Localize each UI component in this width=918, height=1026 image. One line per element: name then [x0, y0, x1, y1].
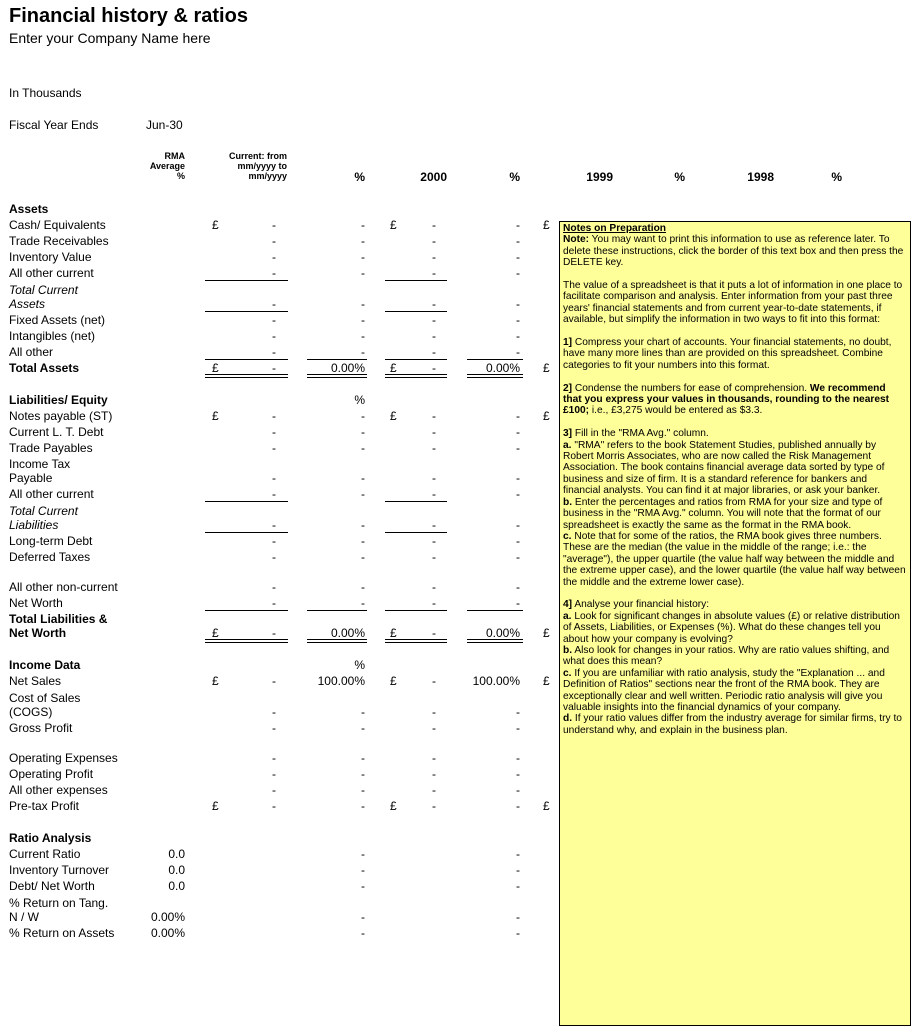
row-label: Notes payable (ST) [9, 409, 113, 423]
notes-step-4b: b. Also look for changes in your ratios. Why are ratio values shifting, and what does this mean? [563, 644, 890, 668]
currency-symbol: £ [543, 674, 550, 688]
cell-2000[interactable]: - [432, 799, 436, 813]
cell-current[interactable]: - [272, 674, 276, 688]
cell-pct-current: - [361, 721, 365, 735]
row-label: Income Tax [9, 457, 71, 471]
row-label: Total Current [9, 504, 78, 518]
cell-pct-2000: - [516, 721, 520, 735]
cell-2000[interactable]: - [432, 297, 436, 311]
cell-pct-current: - [361, 534, 365, 548]
row-label: (COGS) [9, 705, 53, 719]
cell-pct-current: - [361, 409, 365, 423]
cell-pct-2000: - [516, 783, 520, 797]
cell-ratio-2000: - [516, 863, 520, 877]
cell-2000[interactable]: - [432, 534, 436, 548]
cell-pct-current: 0.00% [330, 361, 365, 375]
currency-symbol: £ [390, 674, 397, 688]
underline [467, 610, 523, 611]
row-label: % Return on Tang. [9, 896, 109, 910]
cell-current[interactable]: - [272, 767, 276, 781]
cell-pct-2000: 100.00% [472, 674, 520, 688]
cell-2000[interactable]: - [432, 313, 436, 327]
cell-pct-current: - [361, 425, 365, 439]
cell-current[interactable]: - [272, 626, 276, 640]
cell-2000[interactable]: - [432, 767, 436, 781]
cell-current[interactable]: - [272, 361, 276, 375]
cell-2000[interactable]: - [432, 487, 436, 501]
cell-2000[interactable]: - [432, 705, 436, 719]
row-label: All other current [9, 266, 94, 280]
cell-ratio-2000: - [516, 847, 520, 861]
row-label: % Return on Assets [9, 926, 115, 940]
cell-pct-current: - [361, 705, 365, 719]
underline [385, 359, 447, 360]
row-label: Total Current [9, 283, 78, 297]
cell-2000[interactable]: - [432, 721, 436, 735]
cell-pct-current: - [361, 550, 365, 564]
cell-pct-2000: - [516, 297, 520, 311]
cell-pct-2000: - [516, 441, 520, 455]
current-period-header: Current: from mm/yyyy to mm/yyyy [229, 151, 287, 181]
cell-pct-2000: - [516, 705, 520, 719]
notes-step-3c: c. Note that for some of the ratios, the RMA book gives three numbers. These are the median (the value in the middle of the range; i.e.: the "average"), the upper quartile (the value half way between the middle and the extreme upper case), and the lower quartile (the value half way between the middle and the extreme lower case). [563, 530, 906, 588]
cell-current[interactable]: - [272, 345, 276, 359]
double-underline [467, 374, 523, 378]
cell-pct-2000: - [516, 596, 520, 610]
cell-rma-ratio[interactable]: 0.0 [168, 879, 185, 893]
row-label: All other [9, 345, 54, 359]
cell-2000[interactable]: - [432, 626, 436, 640]
section-income: Income Data [9, 658, 81, 672]
notes-step-4: 4] Analyse your financial history: [563, 599, 710, 611]
pct-header: % [354, 658, 365, 672]
cell-pct-current: - [361, 596, 365, 610]
section-liabilities: Liabilities/ Equity [9, 393, 108, 407]
cell-pct-2000: - [516, 471, 520, 485]
row-label: Trade Receivables [9, 234, 109, 248]
cell-pct-current: - [361, 250, 365, 264]
year-1999-header: 1999 [586, 170, 613, 184]
cell-pct-2000: - [516, 266, 520, 280]
cell-current[interactable]: - [272, 218, 276, 232]
cell-pct-2000: - [516, 329, 520, 343]
row-label: Inventory Value [9, 250, 92, 264]
notes-step-4a: a. Look for significant changes in absolute values (£) or relative distribution of Assets, Liabilities, or Expenses (%). What do these changes tell you about how your company is evolving? [563, 610, 900, 645]
notes-step-1: 1] Compress your chart of accounts. Your financial statements, no doubt, have many more lines than are provided on this spreadsheet. Combine categories to fit your numbers into this format. [563, 337, 892, 371]
cell-current[interactable]: - [272, 550, 276, 564]
currency-symbol: £ [543, 361, 550, 375]
row-label: Intangibles (net) [9, 329, 96, 343]
cell-pct-2000: - [516, 751, 520, 765]
cell-2000[interactable]: - [432, 329, 436, 343]
currency-symbol: £ [390, 626, 397, 640]
row-label: All other current [9, 487, 94, 501]
currency-symbol: £ [390, 361, 397, 375]
currency-symbol: £ [543, 218, 550, 232]
underline [467, 359, 523, 360]
cell-pct-current: - [361, 329, 365, 343]
notes-title: Notes on Preparation [563, 223, 667, 234]
row-label: Liabilities [9, 518, 59, 532]
cell-current[interactable]: - [272, 266, 276, 280]
year-2000-header: 2000 [420, 170, 447, 184]
row-label: All other expenses [9, 783, 108, 797]
cell-ratio-2000: - [516, 879, 520, 893]
cell-pct-2000: - [516, 234, 520, 248]
row-label: Net Worth [9, 596, 63, 610]
cell-rma-ratio[interactable]: 0.0 [168, 863, 185, 877]
cell-2000[interactable]: - [432, 234, 436, 248]
row-label: Fixed Assets (net) [9, 313, 106, 327]
row-label: Total Assets [9, 361, 80, 375]
cell-current[interactable]: - [272, 751, 276, 765]
cell-pct-current: - [361, 580, 365, 594]
cell-current[interactable]: - [272, 534, 276, 548]
cell-rma-ratio[interactable]: 0.00% [150, 910, 185, 924]
row-label: Cash/ Equivalents [9, 218, 106, 232]
currency-symbol: £ [212, 218, 219, 232]
cell-pct-current: - [361, 518, 365, 532]
cell-2000[interactable]: - [432, 361, 436, 375]
fiscal-year-label: Fiscal Year Ends [9, 118, 99, 132]
row-label: Inventory Turnover [9, 863, 110, 877]
row-label: Net Worth [9, 626, 67, 640]
underline [205, 532, 288, 533]
cell-current[interactable]: - [272, 234, 276, 248]
cell-pct-current: - [361, 218, 365, 232]
currency-symbol: £ [543, 409, 550, 423]
cell-pct-current: - [361, 234, 365, 248]
cell-current[interactable]: - [272, 313, 276, 327]
page-title: Financial history & ratios [9, 5, 248, 27]
currency-symbol: £ [212, 799, 219, 813]
notes-intro: The value of a spreadsheet is that it puts a lot of information in one place to facilitate comparison and analysis. Enter information from your past three years' financial statements and from current year-to-date statements, if available, but simplify the information in two ways to fit into this format: [563, 280, 903, 326]
row-label: Debt/ Net Worth [9, 879, 95, 893]
cell-ratio-current: - [361, 847, 365, 861]
cell-pct-current: 100.00% [317, 674, 365, 688]
row-label: Total Liabilities & [9, 612, 108, 626]
pct-header-1999: % [674, 170, 685, 184]
section-assets: Assets [9, 202, 49, 216]
cell-pct-2000: - [516, 487, 520, 501]
cell-ratio-current: - [361, 879, 365, 893]
cell-current[interactable]: - [272, 487, 276, 501]
underline [307, 610, 367, 611]
cell-current[interactable]: - [272, 705, 276, 719]
currency-symbol: £ [212, 626, 219, 640]
cell-pct-current: - [361, 345, 365, 359]
cell-pct-current: - [361, 313, 365, 327]
row-label: Payable [9, 471, 53, 485]
cell-current[interactable]: - [272, 783, 276, 797]
cell-pct-current: - [361, 471, 365, 485]
company-name[interactable]: Enter your Company Name here [9, 30, 211, 46]
double-underline [205, 374, 288, 378]
cell-pct-2000: - [516, 345, 520, 359]
currency-symbol: £ [543, 626, 550, 640]
cell-current[interactable]: - [272, 297, 276, 311]
row-label: Current L. T. Debt [9, 425, 104, 439]
cell-2000[interactable]: - [432, 580, 436, 594]
cell-pct-current: - [361, 441, 365, 455]
double-underline [385, 639, 447, 643]
cell-current[interactable]: - [272, 329, 276, 343]
cell-pct-2000: - [516, 218, 520, 232]
cell-ratio-2000: - [516, 926, 520, 940]
pct-header-2000: % [509, 170, 520, 184]
underline [205, 311, 288, 312]
cell-pct-2000: - [516, 518, 520, 532]
currency-symbol: £ [390, 799, 397, 813]
currency-symbol: £ [212, 674, 219, 688]
underline [307, 359, 367, 360]
cell-ratio-current: - [361, 926, 365, 940]
cell-pct-current: - [361, 266, 365, 280]
row-label: Long-term Debt [9, 534, 93, 548]
row-label: Gross Profit [9, 721, 73, 735]
fiscal-year-value[interactable]: Jun-30 [146, 118, 183, 132]
notes-step-2: 2] Condense the numbers for ease of comprehension. We recommend that you express your values in thousands, rounding to the nearest £100; i.e., £3,275 would be entered as $3.3. [563, 382, 890, 417]
cell-pct-2000: - [516, 550, 520, 564]
cell-pct-2000: - [516, 313, 520, 327]
underline [385, 311, 447, 312]
cell-pct-2000: - [516, 409, 520, 423]
cell-pct-current: - [361, 487, 365, 501]
cell-pct-2000: 0.00% [485, 626, 520, 640]
notes-text-box[interactable] [559, 221, 911, 1026]
notes-step-3a: a. "RMA" refers to the book Statement Studies, published annually by Robert Morris Associates, who are now called the Risk Management Association. The book contains financial average data sorted by type of business and size of firm. It is a standard reference for bankers and financial analysts. You can find it at major libraries, or ask your banker. [563, 439, 885, 497]
cell-2000[interactable]: - [432, 518, 436, 532]
row-label: Net Sales [9, 674, 62, 688]
cell-2000[interactable]: - [432, 471, 436, 485]
cell-2000[interactable]: - [432, 266, 436, 280]
cell-current[interactable]: - [272, 721, 276, 735]
underline [385, 280, 447, 281]
cell-current[interactable]: - [272, 425, 276, 439]
underline [385, 532, 447, 533]
row-label: Operating Profit [9, 767, 94, 781]
pct-header-current: % [354, 170, 365, 184]
underline [205, 359, 288, 360]
currency-symbol: £ [212, 361, 219, 375]
notes-step-3b: b. Enter the percentages and ratios from RMA for your size and type of business in the "RMA Avg." column. You will note that the format of our spreadsheet is exactly the same as the format in the RMA book. [563, 496, 883, 531]
pct-header: % [354, 393, 365, 407]
cell-2000[interactable]: - [432, 550, 436, 564]
double-underline [307, 639, 367, 643]
cell-current[interactable]: - [272, 799, 276, 813]
cell-current[interactable]: - [272, 518, 276, 532]
row-label: Operating Expenses [9, 751, 118, 765]
row-label: All other non-current [9, 580, 118, 594]
underline [205, 280, 288, 281]
cell-rma-ratio[interactable]: 0.00% [150, 926, 185, 940]
pct-header-1998: % [831, 170, 842, 184]
row-label: Cost of Sales [9, 691, 81, 705]
row-label: N / W [9, 910, 39, 924]
underline [205, 501, 288, 502]
notes-step-4c: c. If you are unfamiliar with ratio analysis, study the "Explanation ... and Definition of Ratios" sections near the front of the RMA book. They are exceptionally clear and well written. Periodic ratio analysis will give you valuable insights into the financial dynamics of your company. [563, 667, 885, 713]
cell-rma-ratio[interactable]: 0.0 [168, 847, 185, 861]
row-label: Trade Payables [9, 441, 93, 455]
cell-pct-current: - [361, 799, 365, 813]
cell-pct-current: - [361, 783, 365, 797]
rma-average-header: RMA Average % [149, 151, 185, 181]
double-underline [385, 374, 447, 378]
units-label: In Thousands [9, 86, 82, 100]
currency-symbol: £ [212, 409, 219, 423]
section-ratios: Ratio Analysis [9, 831, 92, 845]
cell-2000[interactable]: - [432, 345, 436, 359]
currency-symbol: £ [390, 218, 397, 232]
cell-pct-current: - [361, 767, 365, 781]
underline [385, 610, 447, 611]
cell-pct-2000: - [516, 534, 520, 548]
double-underline [205, 639, 288, 643]
cell-2000[interactable]: - [432, 409, 436, 423]
cell-current[interactable]: - [272, 580, 276, 594]
cell-2000[interactable]: - [432, 250, 436, 264]
cell-current[interactable]: - [272, 409, 276, 423]
cell-pct-2000: - [516, 250, 520, 264]
cell-current[interactable]: - [272, 441, 276, 455]
cell-pct-2000: - [516, 767, 520, 781]
notes-step-4d: d. If your ratio values differ from the industry average for similar firms, try to understand why, and explain in the business plan. [563, 713, 902, 736]
cell-2000[interactable]: - [432, 425, 436, 439]
cell-pct-current: 0.00% [330, 626, 365, 640]
row-label: Pre-tax Profit [9, 799, 80, 813]
row-label: Assets [9, 297, 46, 311]
underline [205, 610, 288, 611]
double-underline [307, 374, 367, 378]
cell-pct-2000: - [516, 580, 520, 594]
cell-2000[interactable]: - [432, 596, 436, 610]
notes-note: Note: You may want to print this information to use as reference later. To delete these instructions, click the border of this text box and then press the DELETE key. [563, 234, 904, 269]
cell-current[interactable]: - [272, 471, 276, 485]
cell-current[interactable]: - [272, 250, 276, 264]
year-1998-header: 1998 [747, 170, 774, 184]
cell-2000[interactable]: - [432, 751, 436, 765]
cell-ratio-2000: - [516, 910, 520, 924]
row-label: Deferred Taxes [9, 550, 91, 564]
cell-2000[interactable]: - [432, 783, 436, 797]
currency-symbol: £ [543, 799, 550, 813]
cell-pct-current: - [361, 297, 365, 311]
cell-2000[interactable]: - [432, 441, 436, 455]
cell-pct-current: - [361, 751, 365, 765]
double-underline [467, 639, 523, 643]
cell-pct-2000: 0.00% [485, 361, 520, 375]
cell-ratio-current: - [361, 910, 365, 924]
cell-pct-2000: - [516, 425, 520, 439]
row-label: Current Ratio [9, 847, 81, 861]
notes-step-3: 3] Fill in the "RMA Avg." column. [563, 428, 709, 440]
underline [385, 501, 447, 502]
cell-ratio-current: - [361, 863, 365, 877]
cell-2000[interactable]: - [432, 218, 436, 232]
currency-symbol: £ [390, 409, 397, 423]
cell-current[interactable]: - [272, 596, 276, 610]
cell-2000[interactable]: - [432, 674, 436, 688]
cell-pct-2000: - [516, 799, 520, 813]
